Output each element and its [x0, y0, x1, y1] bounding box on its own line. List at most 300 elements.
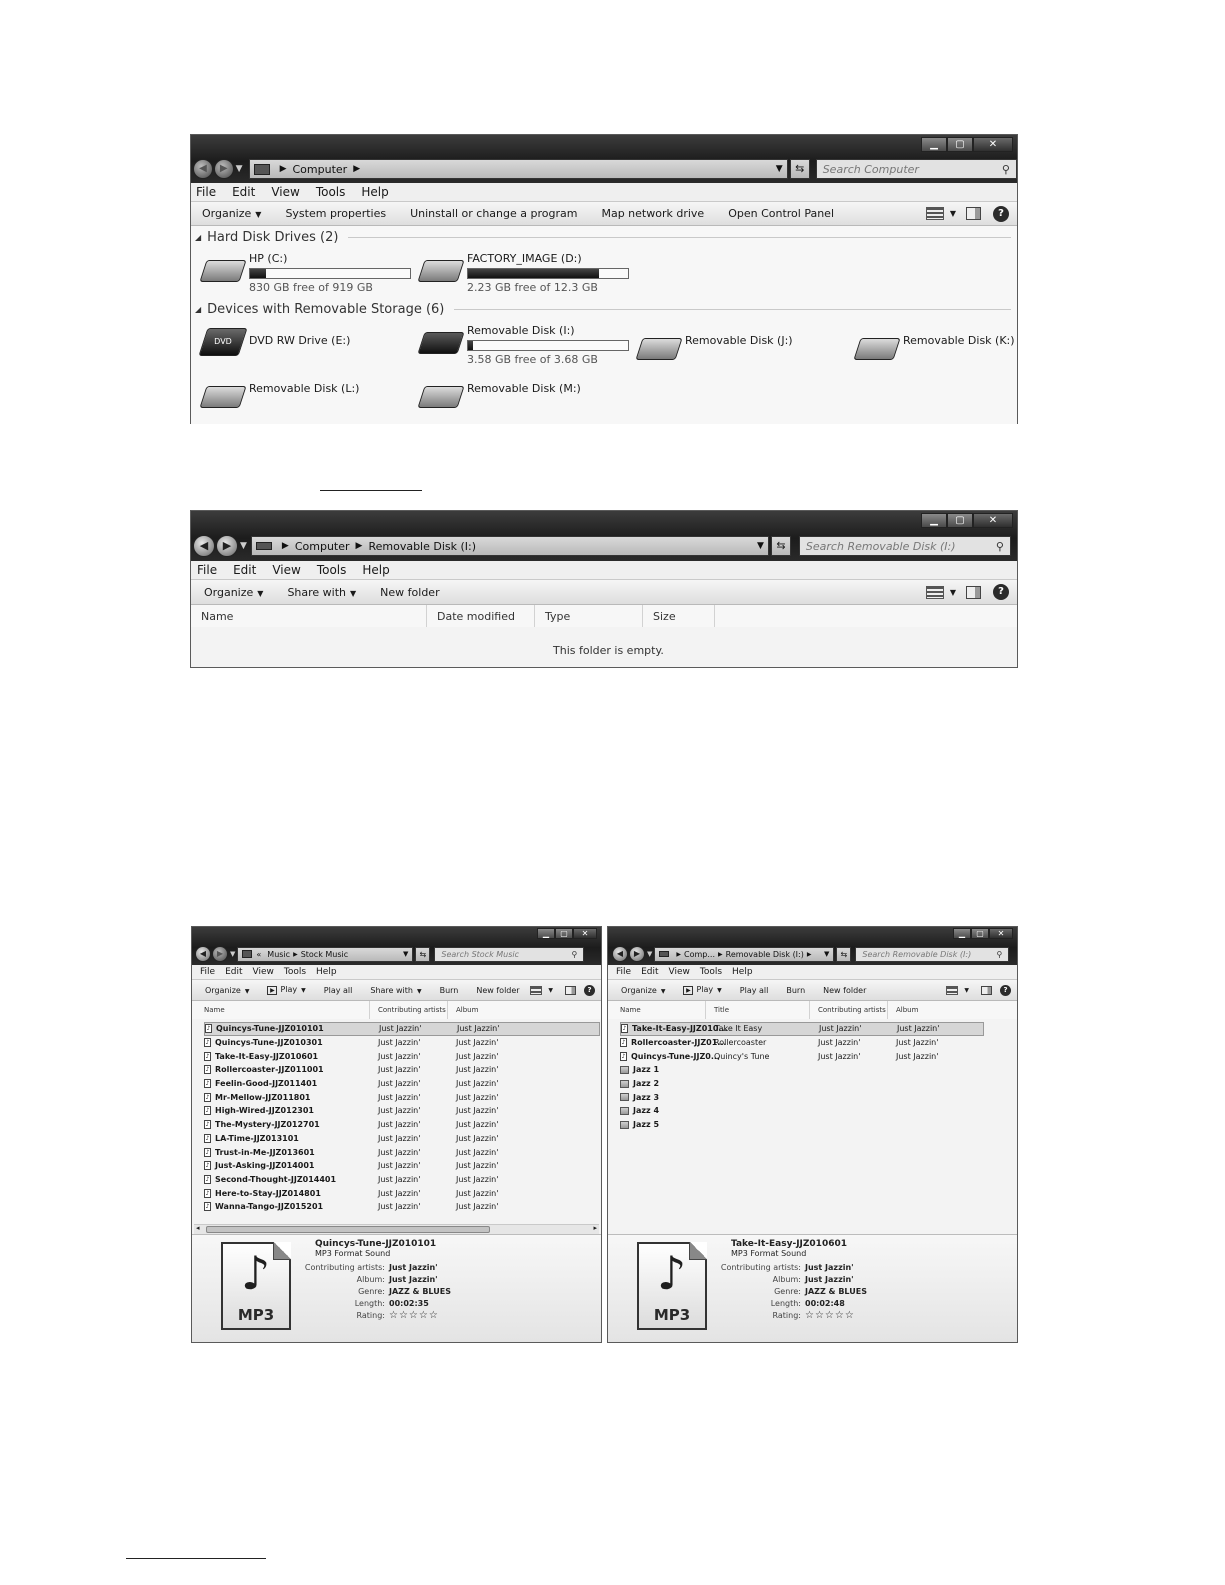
- cell-album: Just Jazzin': [456, 1079, 499, 1089]
- title-bar: [191, 511, 1017, 561]
- cell-artist: Just Jazzin': [378, 1051, 421, 1061]
- maximize-button[interactable]: ▢: [947, 137, 973, 152]
- breadcrumb-separator-icon: ▶: [353, 164, 361, 174]
- folder-icon: [620, 1066, 629, 1074]
- caption-buttons: [921, 513, 1013, 528]
- detail-key: Album:: [772, 1274, 801, 1284]
- refresh-button[interactable]: ⇆: [771, 536, 791, 556]
- search-box[interactable]: [855, 947, 1009, 962]
- drive-name: Removable Disk (L:): [249, 382, 360, 395]
- table-row[interactable]: [204, 1186, 600, 1200]
- change-view-icon[interactable]: [946, 986, 958, 995]
- table-row[interactable]: [204, 1022, 600, 1036]
- folder-item[interactable]: [620, 1118, 984, 1132]
- breadcrumb-separator-icon: ▶: [806, 950, 812, 958]
- play-button[interactable]: [683, 985, 721, 995]
- hard-drive-icon: [199, 260, 246, 282]
- back-button[interactable]: ◀: [193, 159, 213, 179]
- minimize-button[interactable]: ▁: [921, 137, 947, 152]
- menu-view[interactable]: View: [271, 185, 300, 199]
- table-row[interactable]: [620, 1049, 984, 1063]
- drive-k[interactable]: [857, 330, 1015, 360]
- cell-album: Just Jazzin': [456, 1147, 499, 1157]
- search-icon[interactable]: ⚲: [1001, 162, 1010, 176]
- maximize-button[interactable]: ▢: [971, 928, 989, 939]
- table-row[interactable]: [204, 1063, 600, 1077]
- address-bar[interactable]: [251, 536, 769, 556]
- drive-e-dvd[interactable]: [203, 326, 350, 356]
- cell-name: Feelin-Good-JJZ011401: [215, 1079, 318, 1089]
- close-button[interactable]: ✕: [573, 928, 597, 939]
- cell-name: Mr-Mellow-JJZ011801: [215, 1092, 311, 1102]
- search-box[interactable]: [816, 159, 1017, 179]
- capacity-fill: [468, 269, 599, 278]
- file-metadata: [247, 1239, 451, 1321]
- drive-m[interactable]: [421, 378, 581, 408]
- cell-name: Rollercoaster-JJZ01...: [631, 1038, 727, 1048]
- navigation-row: [191, 159, 1017, 179]
- music-folder-icon: [242, 950, 252, 958]
- cell-album: Just Jazzin': [456, 1092, 499, 1102]
- hard-disk-drives-header[interactable]: [195, 230, 1011, 245]
- breadcrumb-computer[interactable]: Comp...: [684, 949, 715, 959]
- file-list: [620, 1022, 984, 1132]
- table-row[interactable]: [204, 1077, 600, 1091]
- burn-button[interactable]: Burn: [786, 985, 806, 995]
- view-controls: [946, 985, 1017, 996]
- play-all-button[interactable]: Play all: [739, 985, 769, 995]
- menu-tools[interactable]: Tools: [699, 967, 723, 977]
- audio-file-icon: ♪: [205, 1093, 210, 1101]
- breadcrumb-removable-disk[interactable]: Removable Disk (I:): [368, 539, 477, 553]
- dropdown-arrow-icon: ▼: [660, 987, 666, 995]
- breadcrumb-separator-icon: ▶: [676, 950, 682, 958]
- detail-key: Length:: [354, 1298, 385, 1308]
- audio-file-icon: ♪: [205, 1162, 210, 1170]
- file-list: [204, 1022, 600, 1214]
- address-bar[interactable]: [237, 947, 413, 962]
- column-contributing-artists[interactable]: Contributing artists: [370, 1001, 448, 1019]
- search-placeholder: Search Computer: [822, 162, 919, 176]
- cell-name: Quincys-Tune-JJZ0...: [631, 1051, 720, 1061]
- breadcrumb-music[interactable]: Music: [267, 949, 291, 959]
- organize-label: Organize: [204, 585, 254, 599]
- preview-pane-icon[interactable]: [981, 986, 992, 995]
- dropdown-arrow-icon: ▼: [416, 987, 422, 995]
- cell-name: Take-It-Easy-JJZ010601: [215, 1051, 319, 1061]
- folder-name: Jazz 5: [633, 1120, 660, 1130]
- table-row[interactable]: [620, 1036, 984, 1050]
- audio-file-icon: ♪: [205, 1052, 210, 1060]
- preview-pane-icon[interactable]: [565, 986, 576, 995]
- search-box[interactable]: [434, 947, 584, 962]
- detail-row: [247, 1297, 451, 1309]
- menu-help[interactable]: Help: [362, 563, 390, 577]
- audio-file-icon: ♪: [622, 1025, 627, 1033]
- breadcrumb-separator-icon: ▶: [279, 164, 287, 174]
- refresh-button[interactable]: ⇆: [836, 947, 851, 962]
- view-dropdown-icon[interactable]: ▼: [964, 986, 969, 994]
- drive-name: Removable Disk (M:): [467, 382, 581, 395]
- search-icon[interactable]: ⚲: [996, 949, 1003, 959]
- cell-artist: Just Jazzin': [378, 1133, 421, 1143]
- new-folder-button[interactable]: New folder: [823, 985, 867, 995]
- cell-artist: Just Jazzin': [378, 1092, 421, 1102]
- table-row[interactable]: [620, 1022, 984, 1036]
- folder-name: Jazz 2: [633, 1079, 660, 1089]
- forward-button[interactable]: ▶: [629, 946, 645, 962]
- forward-button[interactable]: ▶: [214, 159, 234, 179]
- removable-disk-icon: [199, 386, 246, 408]
- play-label: Play: [696, 985, 714, 994]
- title-bar: [608, 927, 1017, 965]
- detail-key: Genre:: [358, 1286, 385, 1296]
- rating-stars[interactable]: ☆☆☆☆☆: [805, 1309, 855, 1321]
- removable-storage-header[interactable]: [195, 302, 1011, 317]
- scroll-thumb[interactable]: [206, 1226, 490, 1233]
- change-view-icon[interactable]: [926, 586, 944, 599]
- organize-button[interactable]: [204, 586, 263, 599]
- organize-button[interactable]: [621, 986, 665, 995]
- dropdown-arrow-icon: ▼: [350, 588, 357, 598]
- breadcrumb-separator-icon: ▶: [281, 541, 289, 551]
- cell-artist: Just Jazzin': [378, 1079, 421, 1089]
- detail-value[interactable]: JAZZ & BLUES: [805, 1286, 867, 1296]
- menu-tools[interactable]: Tools: [315, 185, 346, 199]
- folder-name: Jazz 3: [633, 1092, 660, 1102]
- detail-value[interactable]: Just Jazzin': [805, 1274, 854, 1284]
- back-button[interactable]: ◀: [193, 535, 215, 557]
- menu-bar: [191, 561, 1017, 580]
- cell-artist: Just Jazzin': [378, 1106, 421, 1116]
- drive-name: Removable Disk (J:): [685, 334, 793, 347]
- menu-file[interactable]: File: [616, 967, 632, 977]
- rating-key: Rating:: [772, 1310, 801, 1320]
- table-row[interactable]: [204, 1159, 600, 1173]
- organize-button[interactable]: [205, 986, 249, 995]
- cell-album: Just Jazzin': [456, 1202, 499, 1212]
- minimize-button[interactable]: ▁: [953, 928, 971, 939]
- audio-file-icon: ♪: [205, 1107, 210, 1115]
- recent-pages-chevron-icon[interactable]: ▼: [647, 950, 653, 958]
- detail-value[interactable]: JAZZ & BLUES: [389, 1286, 451, 1296]
- organize-label: Organize: [621, 985, 657, 995]
- drive-name: DVD RW Drive (E:): [249, 334, 351, 347]
- command-bar: [608, 980, 1017, 1001]
- rating-row: [247, 1309, 451, 1321]
- view-dropdown-icon[interactable]: ▼: [548, 986, 553, 994]
- change-view-icon[interactable]: [926, 207, 944, 220]
- share-with-button[interactable]: [287, 586, 356, 599]
- address-dropdown-icon[interactable]: ▼: [824, 950, 830, 958]
- address-dropdown-icon[interactable]: ▼: [757, 541, 764, 551]
- address-bar[interactable]: [654, 947, 834, 962]
- close-button[interactable]: ✕: [989, 928, 1013, 939]
- cell-artist: Just Jazzin': [818, 1038, 861, 1048]
- table-row[interactable]: [204, 1104, 600, 1118]
- menu-file[interactable]: File: [196, 185, 217, 199]
- removable-disk-window: [190, 510, 1018, 668]
- cell-album: Just Jazzin': [896, 1038, 939, 1048]
- cell-name: Second-Thought-JJZ014401: [215, 1174, 337, 1184]
- removable-storage-label: Devices with Removable Storage (6): [207, 302, 445, 317]
- menu-tools[interactable]: Tools: [283, 967, 307, 977]
- recent-pages-chevron-icon[interactable]: ▼: [240, 541, 247, 551]
- search-placeholder: Search Stock Music: [441, 949, 520, 959]
- column-headers: [192, 1001, 601, 1019]
- play-icon: ▶: [683, 986, 693, 995]
- minimize-button[interactable]: ▁: [537, 928, 555, 939]
- menu-file[interactable]: File: [197, 563, 218, 577]
- detail-row: [663, 1285, 867, 1297]
- refresh-button[interactable]: ⇆: [415, 947, 430, 962]
- column-name[interactable]: Name: [608, 1001, 706, 1019]
- cell-album: Just Jazzin': [456, 1051, 499, 1061]
- title-bar: [191, 135, 1017, 183]
- table-row[interactable]: [204, 1200, 600, 1214]
- table-row[interactable]: [204, 1090, 600, 1104]
- removable-disk-music-window: [607, 926, 1018, 1343]
- table-row[interactable]: [204, 1049, 600, 1063]
- audio-file-icon: ♪: [205, 1121, 210, 1129]
- uninstall-program-button[interactable]: Uninstall or change a program: [410, 207, 578, 220]
- drive-icon: [256, 542, 272, 550]
- table-row[interactable]: [204, 1118, 600, 1132]
- recent-pages-chevron-icon[interactable]: ▼: [230, 950, 236, 958]
- view-dropdown-icon[interactable]: ▼: [949, 209, 956, 218]
- menu-edit[interactable]: Edit: [641, 967, 659, 977]
- help-icon[interactable]: ?: [584, 985, 595, 996]
- rating-stars[interactable]: ☆☆☆☆☆: [389, 1309, 439, 1321]
- folder-icon: [620, 1093, 629, 1101]
- column-size[interactable]: Size: [643, 605, 715, 627]
- column-name[interactable]: Name: [191, 605, 427, 627]
- dropdown-arrow-icon: ▼: [255, 210, 262, 219]
- close-button[interactable]: ✕: [973, 137, 1013, 152]
- column-contributing-artists[interactable]: Contributing artists: [810, 1001, 888, 1019]
- detail-row: [663, 1297, 867, 1309]
- view-dropdown-icon[interactable]: ▼: [949, 587, 956, 597]
- play-all-button[interactable]: Play all: [323, 985, 353, 995]
- back-button[interactable]: ◀: [195, 946, 211, 962]
- audio-file-icon: ♪: [205, 1203, 210, 1211]
- organize-label: Organize: [205, 985, 241, 995]
- maximize-button[interactable]: ▢: [555, 928, 573, 939]
- file-title: Quincys-Tune-JJZ010101: [315, 1239, 437, 1249]
- horizontal-scrollbar[interactable]: [194, 1224, 599, 1234]
- collapse-icon[interactable]: ◢: [195, 233, 202, 242]
- menu-help[interactable]: Help: [732, 967, 753, 977]
- menu-help[interactable]: Help: [361, 185, 389, 199]
- computer-window: [190, 134, 1018, 424]
- cell-name: Trust-in-Me-JJZ013601: [215, 1147, 315, 1157]
- organize-button[interactable]: [202, 207, 261, 220]
- rating-row: [663, 1309, 867, 1321]
- folder-icon: [620, 1080, 629, 1088]
- view-controls: [926, 206, 1017, 222]
- play-button[interactable]: [267, 985, 305, 995]
- search-icon[interactable]: ⚲: [995, 539, 1004, 553]
- audio-file-icon: ♪: [205, 1080, 210, 1088]
- cell-artist: Just Jazzin': [378, 1188, 421, 1198]
- organize-label: Organize: [202, 207, 252, 220]
- cell-name: Wanna-Tango-JJZ015201: [215, 1202, 324, 1212]
- detail-value: 00:02:48: [805, 1298, 845, 1308]
- detail-row: [663, 1261, 867, 1273]
- new-folder-button[interactable]: New folder: [380, 585, 440, 599]
- cell-album: Just Jazzin': [456, 1120, 499, 1130]
- minimize-button[interactable]: ▁: [921, 513, 947, 528]
- cell-title: Take It Easy: [715, 1024, 763, 1034]
- menu-edit[interactable]: Edit: [233, 563, 257, 577]
- scroll-right-icon[interactable]: ▸: [593, 1224, 597, 1232]
- collapse-icon[interactable]: ◢: [195, 305, 202, 314]
- breadcrumb-computer[interactable]: Computer: [294, 539, 350, 553]
- drive-c[interactable]: [203, 252, 411, 294]
- mp3-label: MP3: [653, 1306, 691, 1324]
- share-with-label: Share with: [287, 585, 347, 599]
- menu-view[interactable]: View: [252, 967, 274, 977]
- cell-name: Rollercoaster-JJZ011001: [215, 1065, 324, 1075]
- map-network-drive-button[interactable]: Map network drive: [601, 207, 705, 220]
- cell-album: Just Jazzin': [897, 1024, 940, 1034]
- detail-key: Length:: [770, 1298, 801, 1308]
- new-folder-button[interactable]: New folder: [476, 985, 520, 995]
- help-icon[interactable]: ?: [993, 206, 1009, 222]
- audio-file-icon: ♪: [621, 1039, 626, 1047]
- help-icon[interactable]: ?: [993, 584, 1009, 600]
- system-properties-button[interactable]: System properties: [285, 207, 387, 220]
- menu-tools[interactable]: Tools: [316, 563, 347, 577]
- cell-album: Just Jazzin': [456, 1188, 499, 1198]
- menu-bar: [608, 965, 1017, 980]
- menu-help[interactable]: Help: [316, 967, 337, 977]
- preview-pane-icon[interactable]: [966, 586, 981, 599]
- drive-l[interactable]: [203, 378, 359, 408]
- open-control-panel-button[interactable]: Open Control Panel: [728, 207, 834, 220]
- column-album[interactable]: Album: [896, 1006, 919, 1014]
- drive-d[interactable]: [421, 252, 629, 294]
- menu-view[interactable]: View: [668, 967, 690, 977]
- column-name[interactable]: Name: [192, 1001, 370, 1019]
- cell-artist: Just Jazzin': [378, 1161, 421, 1171]
- cell-artist: Just Jazzin': [379, 1024, 422, 1034]
- column-title[interactable]: Title: [706, 1001, 810, 1019]
- column-type[interactable]: Type: [535, 605, 643, 627]
- detail-value[interactable]: Just Jazzin': [389, 1274, 438, 1284]
- rating-key: Rating:: [356, 1310, 385, 1320]
- scroll-left-icon[interactable]: ◂: [196, 1224, 200, 1232]
- folder-item[interactable]: [620, 1104, 984, 1118]
- removable-disk-icon: [417, 386, 464, 408]
- drive-icon: [659, 951, 669, 957]
- drive-i[interactable]: [421, 324, 629, 366]
- table-row[interactable]: [204, 1145, 600, 1159]
- audio-file-icon: ♪: [205, 1039, 210, 1047]
- change-view-icon[interactable]: [530, 986, 542, 995]
- file-type: MP3 Format Sound: [315, 1249, 391, 1258]
- table-row[interactable]: [204, 1036, 600, 1050]
- preview-pane-icon[interactable]: [966, 207, 981, 220]
- blank-underline: [320, 490, 422, 491]
- help-icon[interactable]: ?: [1000, 985, 1011, 996]
- blank-underline: [126, 1558, 266, 1559]
- maximize-button[interactable]: ▢: [947, 513, 973, 528]
- capacity-fill: [468, 341, 473, 350]
- audio-file-icon: ♪: [205, 1175, 210, 1183]
- address-bar[interactable]: [249, 159, 788, 179]
- drive-j[interactable]: [639, 330, 793, 360]
- folder-name: Jazz 4: [633, 1106, 660, 1116]
- breadcrumb-separator-icon: ▶: [718, 950, 723, 958]
- caption-buttons: [921, 137, 1013, 152]
- file-type: MP3 Format Sound: [731, 1249, 807, 1258]
- section-divider: [454, 309, 1011, 310]
- detail-key: Genre:: [774, 1286, 801, 1296]
- breadcrumb-removable-disk[interactable]: Removable Disk (I:): [725, 949, 804, 959]
- cell-artist: Just Jazzin': [378, 1174, 421, 1184]
- audio-file-icon: ♪: [621, 1052, 626, 1060]
- audio-file-icon: ♪: [205, 1189, 210, 1197]
- cell-name: Quincys-Tune-JJZ010101: [216, 1024, 324, 1034]
- menu-view[interactable]: View: [272, 563, 301, 577]
- command-bar: [191, 202, 1017, 226]
- forward-button[interactable]: ▶: [212, 946, 228, 962]
- menu-edit[interactable]: Edit: [232, 185, 256, 199]
- table-row[interactable]: [204, 1173, 600, 1187]
- column-date-modified[interactable]: Date modified: [427, 605, 535, 627]
- detail-row: [247, 1285, 451, 1297]
- refresh-button[interactable]: ⇆: [790, 159, 810, 179]
- dropdown-arrow-icon: ▼: [244, 987, 250, 995]
- share-with-button[interactable]: [370, 986, 421, 995]
- menu-file[interactable]: File: [200, 967, 216, 977]
- play-label: Play: [280, 985, 298, 994]
- navigation-row: [191, 535, 1017, 557]
- breadcrumb-computer[interactable]: Computer: [292, 162, 348, 176]
- cell-album: Just Jazzin': [456, 1106, 499, 1116]
- cell-album: Just Jazzin': [457, 1024, 500, 1034]
- burn-button[interactable]: Burn: [439, 985, 459, 995]
- recent-pages-chevron-icon[interactable]: ▼: [235, 164, 243, 174]
- forward-button[interactable]: ▶: [216, 535, 238, 557]
- table-row[interactable]: [204, 1132, 600, 1146]
- column-album[interactable]: Album: [456, 1006, 479, 1014]
- breadcrumb-stock-music[interactable]: Stock Music: [300, 949, 349, 959]
- folder-item[interactable]: [620, 1077, 984, 1091]
- dropdown-arrow-icon: ▼: [717, 987, 722, 994]
- removable-disk-icon: [635, 338, 682, 360]
- menu-edit[interactable]: Edit: [225, 967, 243, 977]
- view-controls: [530, 985, 601, 996]
- folder-item[interactable]: [620, 1090, 984, 1104]
- search-icon[interactable]: ⚲: [571, 949, 578, 959]
- folder-item[interactable]: [620, 1063, 984, 1077]
- breadcrumb-overflow[interactable]: «: [256, 949, 262, 959]
- detail-value[interactable]: Just Jazzin': [389, 1262, 438, 1272]
- search-box[interactable]: [799, 536, 1011, 556]
- caption-buttons: [537, 928, 597, 939]
- removable-disk-icon: [417, 332, 464, 354]
- free-space: 830 GB free of 919 GB: [249, 281, 373, 294]
- close-button[interactable]: ✕: [973, 513, 1013, 528]
- address-dropdown-icon[interactable]: ▼: [775, 164, 783, 174]
- detail-value: 00:02:35: [389, 1298, 429, 1308]
- folder-name: Jazz 1: [633, 1065, 660, 1075]
- back-button[interactable]: ◀: [612, 946, 628, 962]
- detail-value[interactable]: Just Jazzin': [805, 1262, 854, 1272]
- address-dropdown-icon[interactable]: ▼: [403, 950, 409, 958]
